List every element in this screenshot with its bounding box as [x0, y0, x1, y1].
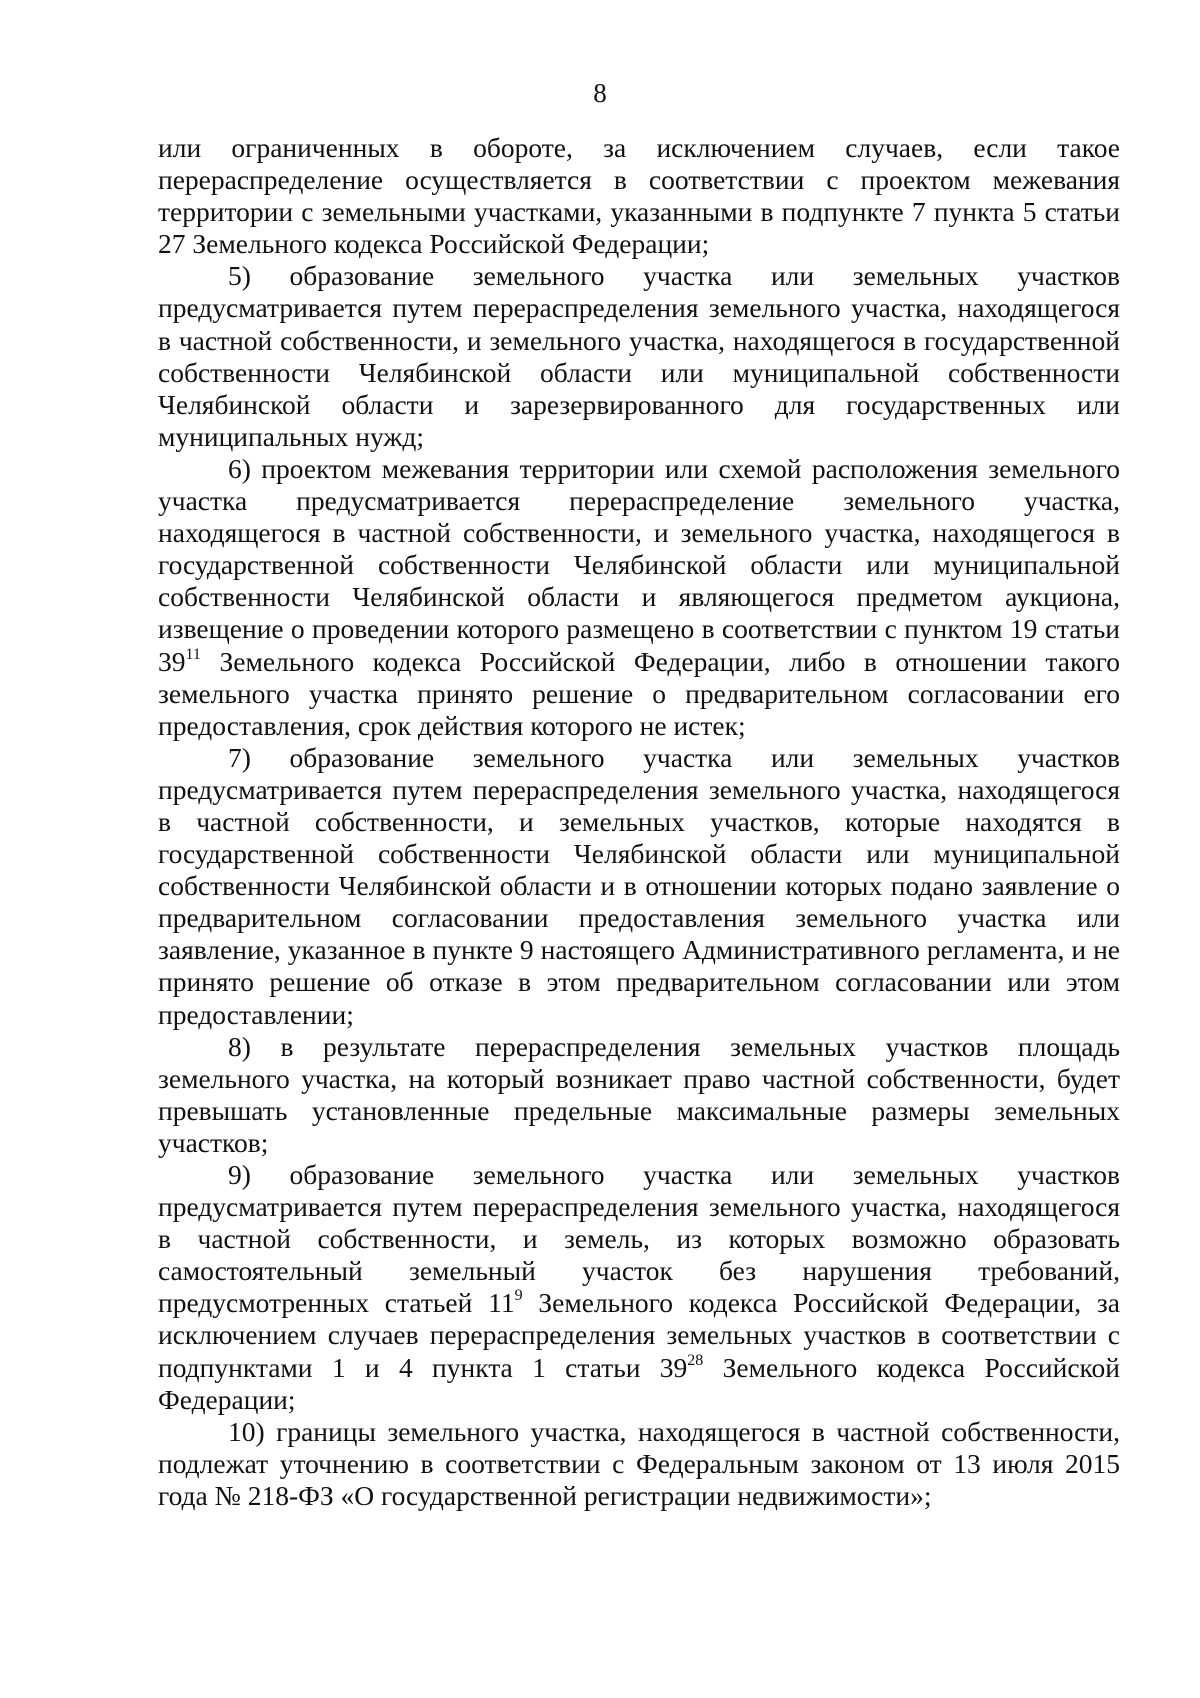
document-body	[158, 132, 1120, 1512]
superscript-9: 9	[514, 1287, 523, 1305]
paragraph-item-6	[158, 453, 1120, 742]
paragraph-item-5: 5) образование земельного участка или земельных участков предусматривается путем перераспределения земельного участка, находящегося в частной собственности, и земельного участка, находящегося в государственной собственности Челябинской области или муниципальной собственности Челябинской области и зарезервированного для государственных или муниципальных нужд;	[158, 260, 1120, 452]
paragraph-item-9	[158, 1159, 1120, 1416]
paragraph-item-6-text-after: Земельного кодекса Российской Федерации, либо в отношении такого земельного участка принято решение о предварительном согласовании его предоставления, срок действия которого не истек;	[158, 645, 1120, 741]
paragraph-item-9-text-1: 9) образование земельного участка или земельных участков предусматривается путем перераспределения земельного участка, находящегося в частной собственности, и земель, из которых возможно образовать самостоятельный земельный участок без нарушения требований, предусмотренных статьей 11	[158, 1159, 1120, 1319]
paragraph-continuation: или ограниченных в обороте, за исключением случаев, если такое перераспределение осуществляется в соответствии с проектом межевания территории с земельными участками, указанными в подпункте 7 пункта 5 статьи 27 Земельного кодекса Российской Федерации;	[158, 132, 1120, 260]
superscript-28: 28	[687, 1351, 704, 1369]
paragraph-item-8: 8) в результате перераспределения земельных участков площадь земельного участка, на который возникает право частной собственности, будет превышать установленные предельные максимальные размеры земельных участков;	[158, 1030, 1120, 1158]
page-number: 8	[593, 78, 607, 108]
paragraph-item-6-text-before: 6) проектом межевания территории или схемой расположения земельного участка предусматривается перераспределение земельного участка, находящегося в частной собственности, и земельного участка, находящегося в государственной собственности Челябинской области или муниципальной собственности Челябинской области и являющегося предметом аукциона, извещение о проведении которого размещено в соответствии с пунктом 19 статьи 39	[158, 452, 1120, 677]
paragraph-item-7: 7) образование земельного участка или земельных участков предусматривается путем перераспределения земельного участка, находящегося в частной собственности, и земельных участков, которые находятся в государственной собственности Челябинской области или муниципальной собственности Челябинской области и в отношении которых подано заявление о предварительном согласовании предоставления земельного участка или заявление, указанное в пункте 9 настоящего Административного регламента, и не принято решение об отказе в этом предварительном согласовании или этом предоставлении;	[158, 741, 1120, 1030]
paragraph-item-10: 10) границы земельного участка, находящегося в частной собственности, подлежат уточнению в соответствии с Федеральным законом от 13 июля 2015 года № 218-ФЗ «О государственной регистрации недвижимости»;	[158, 1415, 1120, 1511]
paragraph-item-9-text-3: Земельного кодекса Российской Федерации;	[158, 1351, 1120, 1415]
paragraph-item-9-text-2: Земельного кодекса Российской Федерации, за исключением случаев перераспределения земельных участков в соответствии с подпунктами 1 и 4 пункта 1 статьи 39	[158, 1287, 1120, 1383]
superscript-11: 11	[185, 645, 201, 663]
